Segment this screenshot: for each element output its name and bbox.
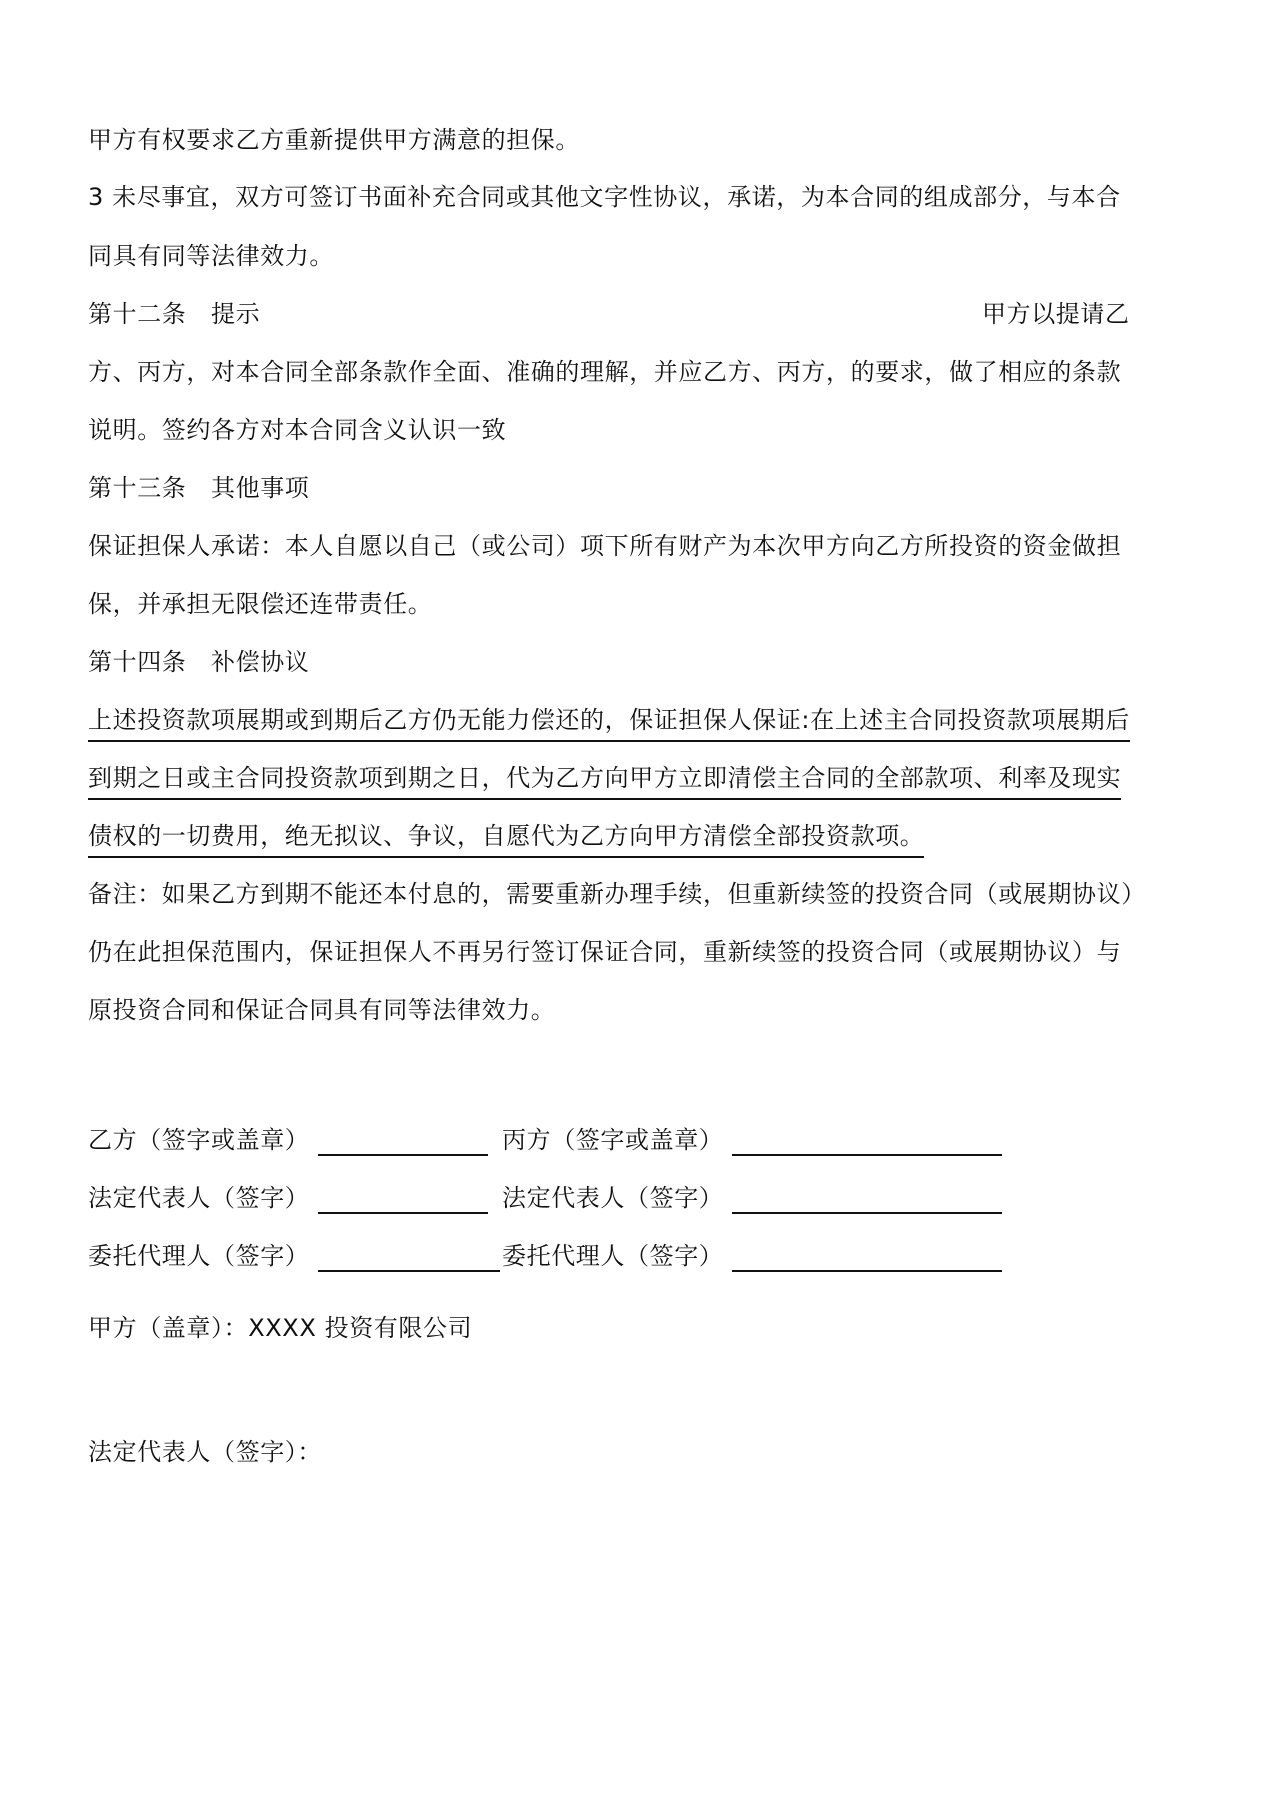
c-party-label: 丙方（签字或盖章） <box>502 1126 724 1154</box>
note-line: 原投资合同和保证合同具有同等法律效力。 <box>88 996 556 1024</box>
paragraph-line: 甲方有权要求乙方重新提供甲方满意的担保。 <box>88 126 580 154</box>
c-legal-signature-blank[interactable] <box>732 1186 1002 1214</box>
b-party-label: 乙方（签字或盖章） <box>88 1126 310 1154</box>
clause-3-line: 3 未尽事宜，双方可签订书面补充合同或其他文字性协议，承诺，为本合同的组成部分，与本合 <box>88 183 1121 211</box>
paragraph-line: 保，并承担无限偿还连带责任。 <box>88 590 433 618</box>
b-legal-label: 法定代表人（签字） <box>88 1184 310 1212</box>
a-party-seal: 甲方（盖章）：XXXX 投资有限公司 <box>88 1314 473 1342</box>
note-line: 备注：如果乙方到期不能还本付息的，需要重新办理手续，但重新续签的投资合同（或展期协议） <box>88 880 1146 908</box>
underlined-line: 上述投资款项展期或到期后乙方仍无能力偿还的，保证担保人保证:在上述主合同投资款项展期后 <box>88 704 1130 742</box>
c-agent-signature-blank[interactable] <box>732 1244 1002 1272</box>
b-party-signature <box>88 1124 488 1156</box>
b-legal-signature-blank[interactable] <box>318 1186 488 1214</box>
b-agent-label: 委托代理人（签字） <box>88 1242 310 1270</box>
paragraph-line: 说明。签约各方对本合同含义认识一致 <box>88 416 507 444</box>
a-legal-signature: 法定代表人（签字）： <box>88 1438 322 1466</box>
article-12-heading: 第十二条 提示 <box>88 300 261 328</box>
b-party-signature-blank[interactable] <box>318 1128 488 1156</box>
note-line: 仍在此担保范围内，保证担保人不再另行签订保证合同，重新续签的投资合同（或展期协议）与 <box>88 938 1122 966</box>
c-agent-signature <box>502 1240 1002 1272</box>
b-legal-signature <box>88 1182 488 1214</box>
c-legal-label: 法定代表人（签字） <box>502 1184 724 1212</box>
underlined-line: 债权的一切费用，绝无拟议、争议，自愿代为乙方向甲方清偿全部投资款项。 <box>88 820 924 858</box>
guarantor-commitment-line: 保证担保人承诺：本人自愿以自己（或公司）项下所有财产为本次甲方向乙方所投资的资金做担 <box>88 532 1122 560</box>
article-14-heading: 第十四条 补偿协议 <box>88 648 310 676</box>
article-12-text-start: 甲方以提请乙 <box>982 300 1130 328</box>
c-party-signature <box>502 1124 1002 1156</box>
underlined-line: 到期之日或主合同投资款项到期之日，代为乙方向甲方立即清偿主合同的全部款项、利率及现实 <box>88 762 1121 800</box>
b-agent-signature-blank[interactable] <box>318 1244 500 1272</box>
c-legal-signature <box>502 1182 1002 1214</box>
c-agent-label: 委托代理人（签字） <box>502 1242 724 1270</box>
article-13-heading: 第十三条 其他事项 <box>88 474 310 502</box>
b-agent-signature <box>88 1240 500 1272</box>
paragraph-line: 同具有同等法律效力。 <box>88 242 334 270</box>
c-party-signature-blank[interactable] <box>732 1128 1002 1156</box>
paragraph-line: 方、丙方，对本合同全部条款作全面、准确的理解，并应乙方、丙方，的要求，做了相应的条款 <box>88 358 1122 386</box>
